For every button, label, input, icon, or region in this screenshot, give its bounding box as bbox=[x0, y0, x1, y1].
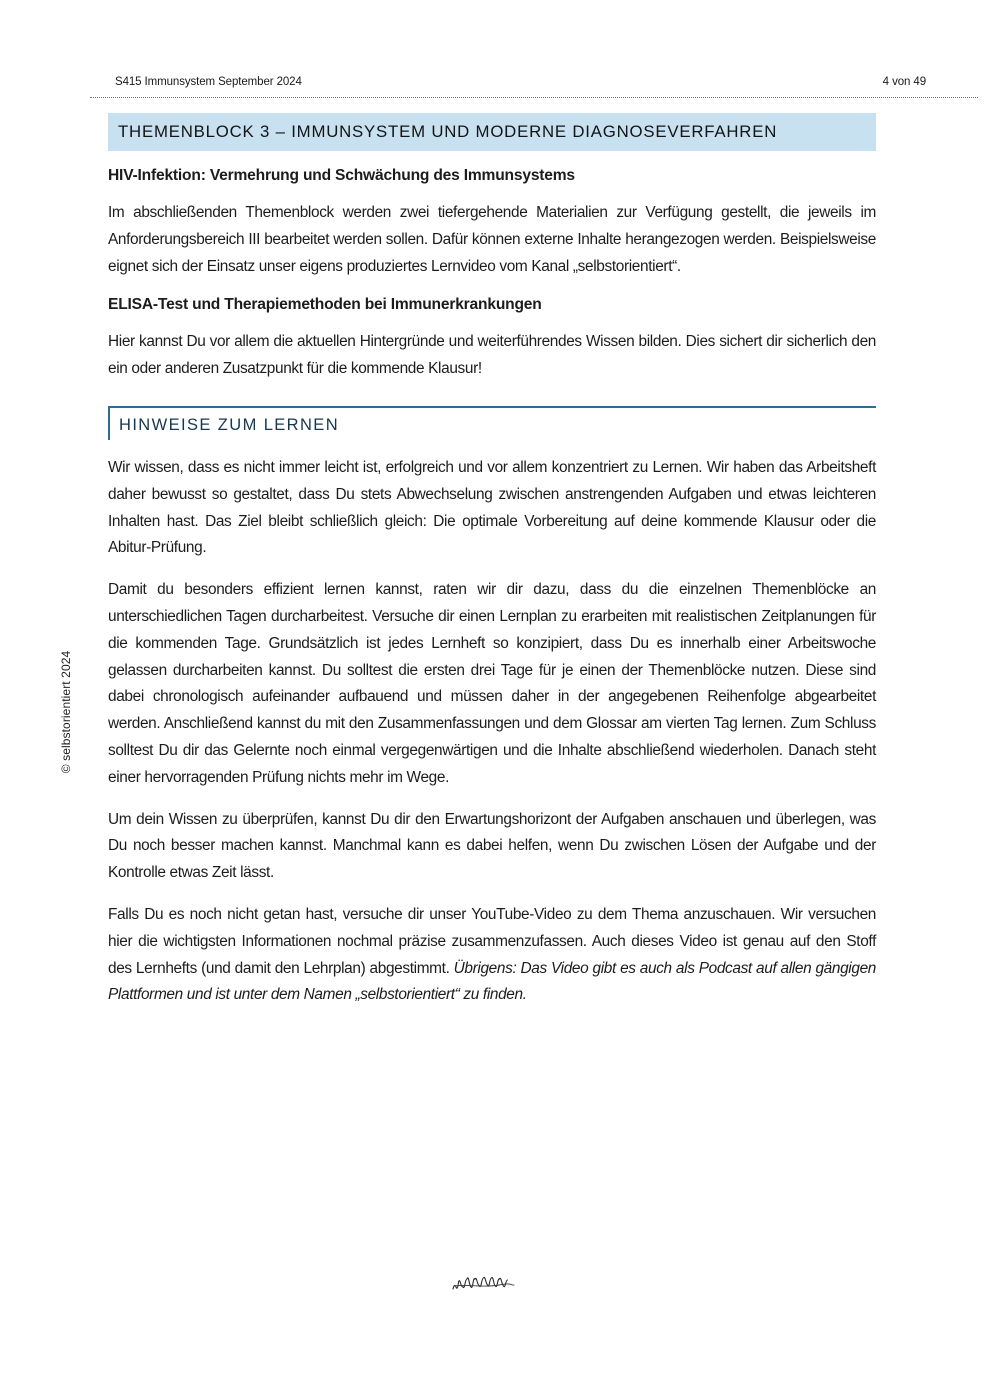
page-header bbox=[115, 76, 926, 88]
elisa-section-paragraph: Hier kannst Du vor allem die aktuellen Hintergründe und weiterführendes Wissen bilden. Dies sichert dir sicherlich den ein oder anderen Zusatzpunkt für die kommende Klausur! bbox=[108, 333, 876, 378]
paragraph-4-italic-text: Übrigens: Das Video gibt es auch als Podcast auf allen gängigen Plattformen und ist unter dem Namen „selbstorientiert“ zu finden. bbox=[108, 959, 876, 1004]
themenblock-banner: THEMENBLOCK 3 – IMMUNSYSTEM UND MODERNE DIAGNOSEVERFAHREN bbox=[108, 113, 876, 151]
hinweise-heading: HINWEISE ZUM LERNEN bbox=[108, 406, 876, 440]
hiv-section-paragraph: Im abschließenden Themenblock werden zwei tiefergehende Materialien zur Verfügung gestellt, die jeweils im Anforderungsbereich III bearbeitet werden sollen. Dafür können externe Inhalte herangezogen werden. Beispielsweise eignet sich der Einsatz unser eigens produziertes Lernvideo vom Kanal „selbstorientiert“. bbox=[108, 204, 876, 275]
hinweise-paragraph-3: Um dein Wissen zu überprüfen, kannst Du dir den Erwartungshorizont der Aufgaben anschauen und überlegen, was Du noch besser machen kannst. Manchmal kann es dabei helfen, wenn Du zwischen Lösen der Aufgabe und der Kontrolle etwas Zeit lässt. bbox=[108, 810, 876, 882]
header-divider bbox=[90, 97, 978, 98]
header-document-title: S415 Immunsystem September 2024 bbox=[115, 76, 302, 88]
copyright-vertical-label: © selbstorientiert 2024 bbox=[59, 650, 73, 774]
hiv-section-heading: HIV-Infektion: Vermehrung und Schwächung des Immunsystems bbox=[108, 167, 575, 184]
paragraph-4-normal-text: Falls Du es noch nicht getan hast, versuche dir unser YouTube-Video zu dem Thema anzuschauen. Wir versuchen hier die wichtigsten Informationen nochmal präzise zusammenzufassen. Auch dieses Video ist genau auf den Stoff des Lernhefts (und damit den Lehrplan) abgestimmt. bbox=[108, 905, 876, 977]
hinweise-paragraph-1: Wir wissen, dass es nicht immer leicht ist, erfolgreich und vor allem konzentriert zu Lernen. Wir haben das Arbeitsheft daher bewusst so gestaltet, dass Du stets Abwechselung zwischen anstrengenden Aufgaben und etwas leichteren Inhalten hast. Das Ziel bleibt schließlich gleich: Die optimale Vorbereitung auf deine kommende Klausur oder die Abitur-Prüfung. bbox=[108, 458, 876, 557]
elisa-section-heading: ELISA-Test und Therapiemethoden bei Immunerkrankungen bbox=[108, 296, 542, 314]
signature-scribble-icon bbox=[451, 1275, 517, 1295]
hinweise-paragraph-4 bbox=[108, 902, 876, 1009]
content-column bbox=[108, 113, 876, 1009]
header-page-number: 4 von 49 bbox=[882, 76, 926, 88]
hinweise-paragraph-2: Damit du besonders effizient lernen kannst, raten wir dir dazu, dass du die einzelnen Themenblöcke an unterschiedlichen Tagen durcharbeitest. Versuche dir einen Lernplan zu erarbeiten mit realistischen Zeitplanungen für die kommenden Tage. Grundsätzlich ist jedes Lernheft so konzipiert, dass Du es innerhalb einer Arbeitswoche gelassen durcharbeiten kannst. Du solltest die ersten drei Tage für je einen der Themenblöcke nutzen. Diese sind dabei chronologisch aufeinander aufbauend und müssen daher in der angegebenen Reihenfolge abgearbeitet werden. Anschließend kannst du mit den Zusammenfassungen und dem Glossar am vierten Tag lernen. Zum Schluss solltest Du dir das Gelernte noch einmal vergegenwärtigen und die Inhalte abschließend wiederholen. Danach steht einer hervorragenden Prüfung nichts mehr im Wege. bbox=[108, 581, 876, 786]
